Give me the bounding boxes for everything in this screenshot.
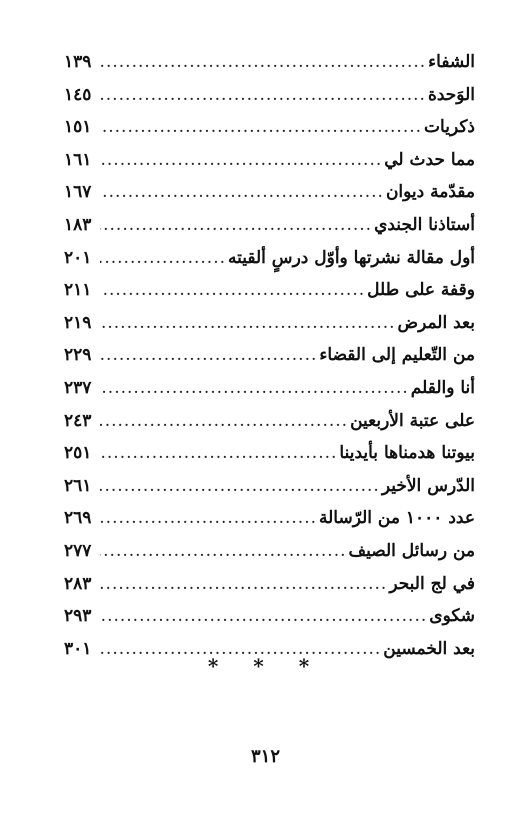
- toc-leader-dots: [100, 535, 347, 568]
- toc-entry-title: مما حدث لي: [384, 149, 475, 170]
- toc-entry-page: ٢٠١: [64, 247, 92, 268]
- toc-entry-page: ٢٣٧: [64, 377, 92, 398]
- toc-entry: [64, 339, 475, 372]
- toc-leader-dots: [100, 437, 337, 470]
- toc-leader-dots: [100, 405, 348, 438]
- toc-leader-dots: [100, 242, 226, 275]
- toc-entry: [64, 307, 475, 340]
- toc-entry-page: ٣٠١: [64, 638, 92, 659]
- toc-entry-page: ١٣٩: [64, 52, 92, 72]
- toc-leader-dots: [100, 600, 427, 633]
- toc-entry-page: ٢٤٣: [64, 410, 92, 431]
- toc-entry-title: مقدّمة ديوان: [385, 182, 475, 203]
- toc-leader-dots: [100, 209, 372, 242]
- toc-entry-page: ١٦١: [64, 149, 92, 170]
- toc-leader-dots: [100, 307, 396, 340]
- toc-entry-page: ٢٧٧: [64, 540, 92, 561]
- toc-entry-page: ١٦٧: [64, 182, 92, 203]
- toc-leader-dots: [100, 339, 317, 372]
- toc-leader-dots: [100, 144, 382, 177]
- toc-entry-title: شكوى: [429, 606, 475, 627]
- toc-entry-title: بعد الخمسين: [383, 638, 475, 659]
- toc-entry: [64, 437, 475, 470]
- toc-entry-title: في لج البحر: [389, 573, 475, 594]
- toc-entry: [64, 111, 475, 144]
- toc-leader-dots: [100, 502, 317, 535]
- toc-entry-title: على عتبة الأربعين: [350, 410, 475, 431]
- toc-entry-page: ٢٥١: [64, 443, 92, 464]
- toc-entry-title: الشفاء: [428, 52, 475, 72]
- toc-entry-title: ذكريات: [424, 117, 475, 138]
- toc-entry: [64, 372, 475, 405]
- toc-entry-page: ١٤٥: [64, 84, 92, 105]
- toc-entry: [64, 405, 475, 438]
- toc-entry-title: أستاذنا الجندي: [374, 214, 475, 235]
- toc-entry-page: ٢٦٩: [64, 508, 92, 529]
- toc-leader-dots: [100, 79, 426, 112]
- toc-leader-dots: [100, 46, 426, 79]
- toc-leader-dots: [100, 176, 384, 209]
- toc-entry: [64, 470, 475, 503]
- toc-entry-page: ٢١١: [64, 280, 92, 301]
- toc-entry-title: من التّعليم إلى القضاء: [319, 345, 475, 366]
- table-of-contents: [64, 46, 475, 665]
- toc-entry-title: الدّرس الأخير: [381, 475, 475, 496]
- toc-entry: [64, 535, 475, 568]
- toc-entry-page: ١٨٣: [64, 214, 92, 235]
- toc-entry: [64, 79, 475, 112]
- page-number: ٣١٢: [250, 746, 280, 767]
- toc-entry-page: ٢٦١: [64, 475, 92, 496]
- toc-leader-dots: [100, 274, 365, 307]
- toc-entry: [64, 209, 475, 242]
- toc-entry-page: ٢٨٣: [64, 573, 92, 594]
- toc-entry-page: ٢٩٣: [64, 606, 92, 627]
- toc-entry-title: أول مقالة نشرتها وأوّل درسٍ ألقيته: [228, 247, 475, 268]
- toc-entry-title: من رسائل الصيف: [348, 540, 475, 561]
- toc-entry-title: بعد المرض: [397, 312, 475, 333]
- toc-entry-title: الوَحدة: [427, 84, 475, 105]
- toc-entry: [64, 568, 475, 601]
- toc-entry: [64, 176, 475, 209]
- toc-leader-dots: [100, 470, 380, 503]
- toc-entry: [64, 274, 475, 307]
- toc-entry-title: بيوتنا هدمناها بأيدينا: [339, 443, 475, 464]
- toc-entry-title: عدد ١٠٠٠ من الرّسالة: [319, 508, 475, 529]
- toc-leader-dots: [100, 372, 409, 405]
- toc-entry: [64, 600, 475, 633]
- toc-leader-dots: [100, 111, 422, 144]
- toc-entry: [64, 242, 475, 275]
- toc-entry: [64, 144, 475, 177]
- section-separator: * * *: [207, 654, 324, 678]
- toc-entry-page: ٢٢٩: [64, 345, 92, 366]
- toc-leader-dots: [100, 568, 387, 601]
- toc-entry-title: وقفة على طلل: [367, 280, 475, 301]
- toc-entry-page: ٢١٩: [64, 312, 92, 333]
- toc-entry: [64, 502, 475, 535]
- toc-entry: [64, 46, 475, 79]
- toc-entry-page: ١٥١: [64, 117, 92, 138]
- toc-entry-title: أنا والقلم: [410, 377, 475, 398]
